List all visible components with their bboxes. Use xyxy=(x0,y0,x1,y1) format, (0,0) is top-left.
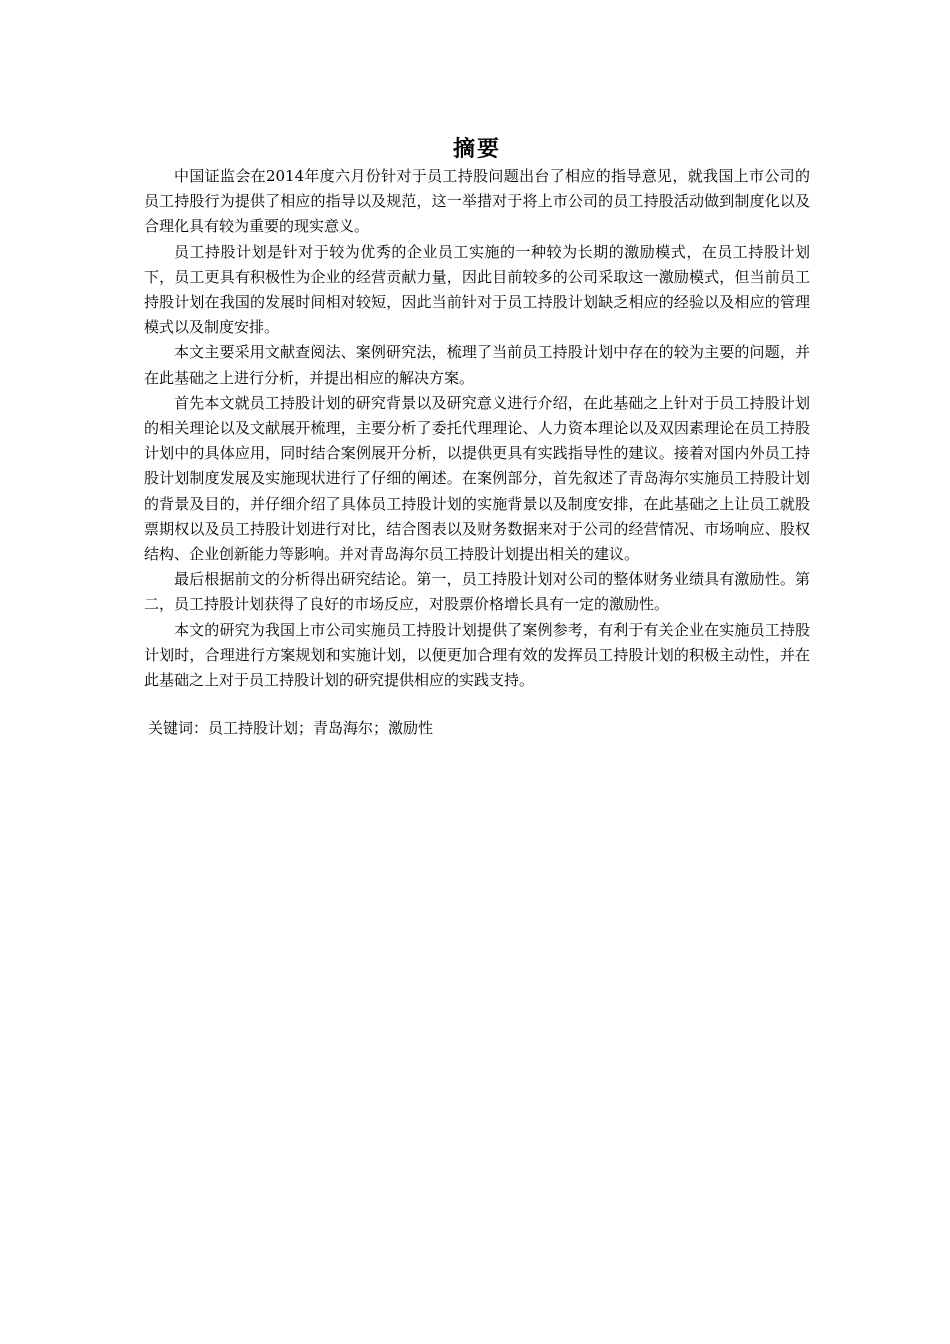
abstract-paragraph-6: 本文的研究为我国上市公司实施员工持股计划提供了案例参考，有利于有关企业在实施员工持股计划时，合理进行方案规划和实施计划，以便更加合理有效的发挥员工持股计划的积极主动性，并在此基础之上对于员工持股计划的研究提供相应的实践支持。 xyxy=(144,620,810,690)
abstract-section xyxy=(144,134,810,741)
abstract-title: 摘要 xyxy=(452,136,501,162)
abstract-paragraph-1: 中国证监会在2014年度六月份针对于员工持股问题出台了相应的指导意见，就我国上市公司的员工持股行为提供了相应的指导以及规范，这一举措对于将上市公司的员工持股活动做到制度化以及合理化具有较为重要的现实意义。 xyxy=(144,167,810,236)
keywords-line: 关键词：员工持股计划；青岛海尔；激励性 xyxy=(148,719,434,738)
abstract-paragraph-3: 本文主要采用文献查阅法、案例研究法，梳理了当前员工持股计划中存在的较为主要的问题，并在此基础之上进行分析，并提出相应的解决方案。 xyxy=(144,343,810,387)
abstract-paragraph-4: 首先本文就员工持股计划的研究背景以及研究意义进行介绍，在此基础之上针对于员工持股计划的相关理论以及文献展开梳理，主要分析了委托代理理论、人力资本理论以及双因素理论在员工持股计划中的具体应用，同时结合案例展开分析，以提供更具有实践指导性的建议。接着对国内外员工持股计划制度发展及实施现状进行了仔细的阐述。在案例部分，首先叙述了青岛海尔实施员工持股计划的背景及目的，并仔细介绍了具体员工持股计划的实施背景以及制度安排，在此基础之上让员工就股票期权以及员工持股计划进行对比，结合图表以及财务数据来对于公司的经营情况、市场响应、股权结构、企业创新能力等影响。并对青岛海尔员工持股计划提出相关的建议。 xyxy=(144,393,810,564)
abstract-paragraph-5: 最后根据前文的分析得出研究结论。第一，员工持股计划对公司的整体财务业绩具有激励性。第二，员工持股计划获得了良好的市场反应，对股票价格增长具有一定的激励性。 xyxy=(144,570,810,614)
abstract-paragraph-2: 员工持股计划是针对于较为优秀的企业员工实施的一种较为长期的激励模式，在员工持股计划下，员工更具有积极性为企业的经营贡献力量，因此目前较多的公司采取这一激励模式，但当前员工持股计划在我国的发展时间相对较短，因此当前针对于员工持股计划缺乏相应的经验以及相应的管理模式以及制度安排。 xyxy=(144,242,810,337)
